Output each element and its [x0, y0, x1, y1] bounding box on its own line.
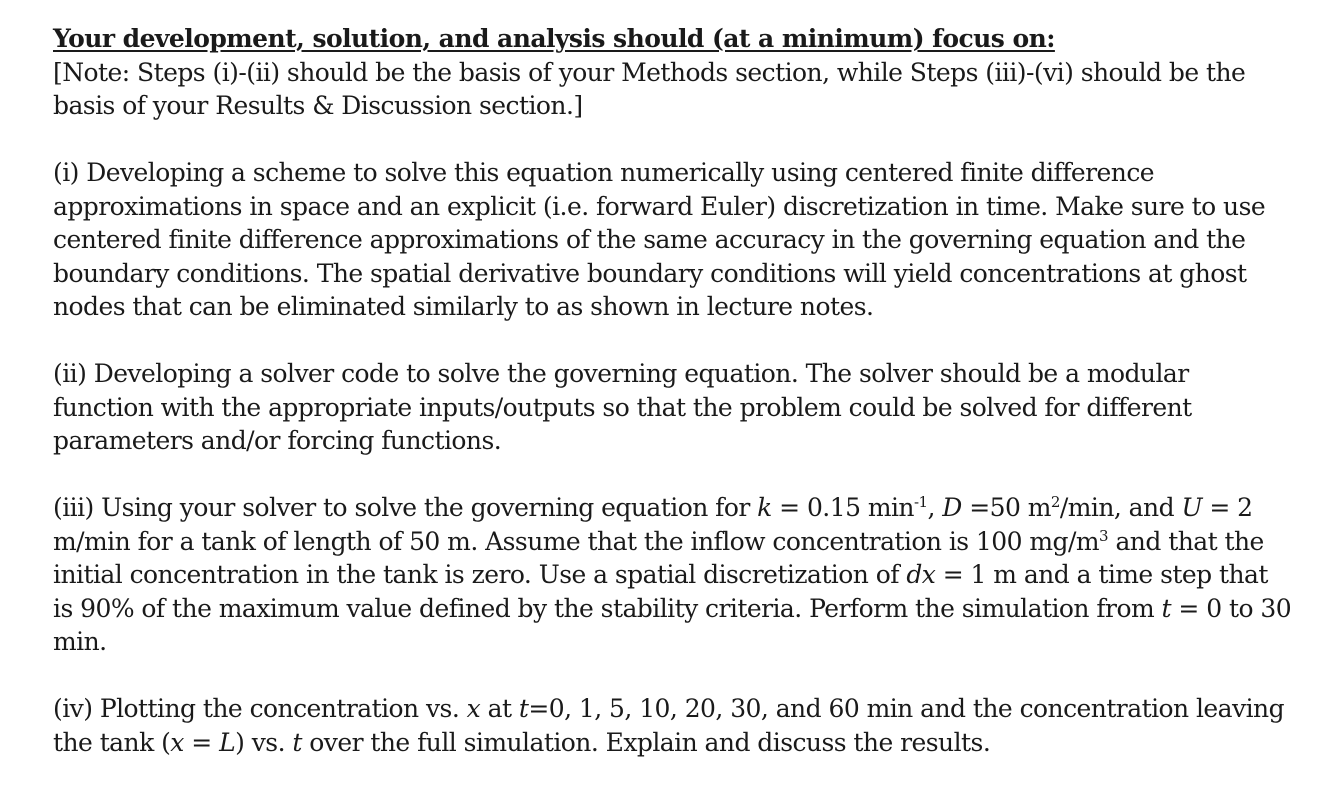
var-x: x	[466, 694, 481, 723]
var-t: t	[518, 694, 529, 723]
var-u: U	[1181, 493, 1202, 522]
step-iv-paragraph: (iv) Plotting the concentration vs. x at t=0, 1, 5, 10, 20, 30, and 60 min and the concentration leaving the tank (x = L) vs. t over the full simulation. Explain and discuss the results.	[53, 694, 1285, 757]
section-heading: Your development, solution, and analysis should (at a minimum) focus on:	[53, 24, 1055, 53]
step-ii-paragraph: (ii) Developing a solver code to solve the governing equation. The solver should be a modular function with the appropriate inputs/outputs so that the problem could be solved for different parameters and/or forcing functions.	[53, 359, 1192, 455]
var-t: t	[292, 727, 302, 757]
var-dx: dx	[906, 560, 936, 589]
var-k: k	[757, 493, 772, 522]
step-i-paragraph: (i) Developing a scheme to solve this equation numerically using centered finite difference approximations in space and an explicit (i.e. forward Euler) discretization in time. Make sure to use centered finite difference approximations of the same accuracy in the governing equation and the boundary conditions. The spatial derivative boundary conditions will yield concentrations at ghost nodes that can be eliminated similarly to as shown in lecture notes.	[53, 158, 1266, 321]
var-d: D	[942, 493, 962, 522]
assignment-document	[53, 22, 1293, 759]
var-l: L	[219, 727, 236, 757]
var-x-eq: x	[170, 727, 184, 757]
step-iii-paragraph: (iii) Using your solver to solve the governing equation for k = 0.15 $\min^{-1}$, D =50 $m^2/\min$, and U = 2 m/min for a tank of length of 50 m. Assume that the inflow concentration is 100 $mg/m^3$ and that the initial concentration in the tank is zero. Use a spatial discretization of dx = 1 m and a time step that is 90% of the maximum value defined by the stability criteria. Perform the simulation from t = 0 to 30 min.	[53, 493, 1292, 656]
note-paragraph: [Note: Steps (i)-(ii) should be the basis of your Methods section, while Steps (iii)-(vi) should be the basis of your Results & Discussion section.]	[53, 57, 1246, 120]
var-t: t	[1161, 593, 1172, 623]
